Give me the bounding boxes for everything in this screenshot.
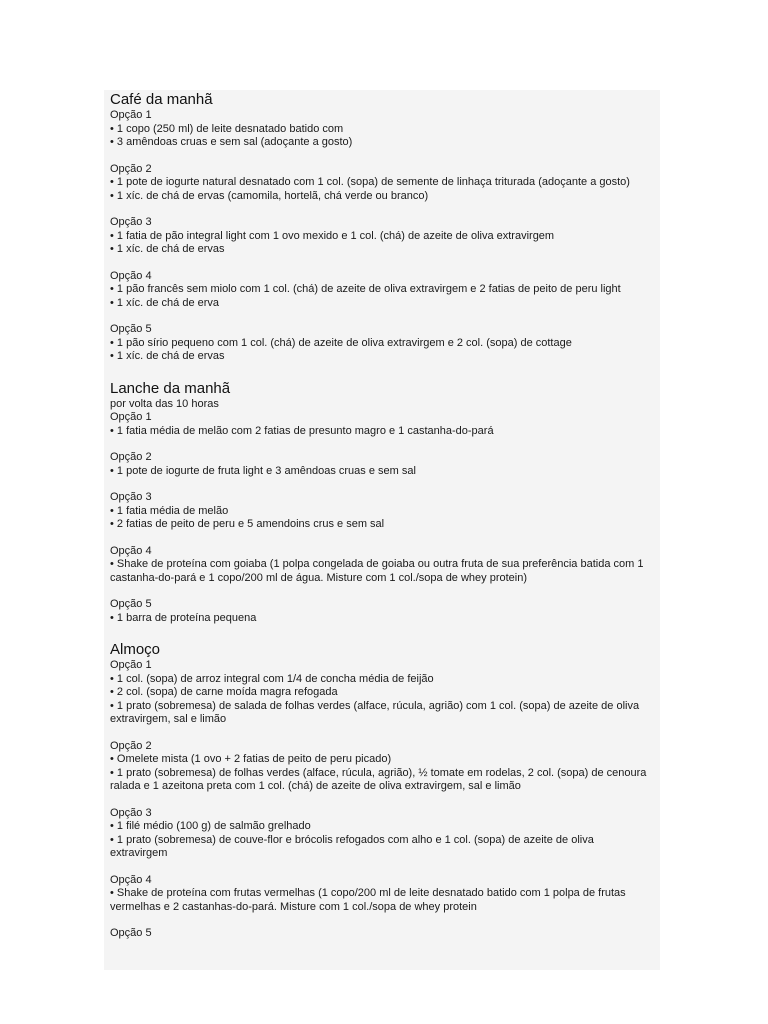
option-item: • Omelete mista (1 ovo + 2 fatias de peito de peru picado) bbox=[110, 753, 392, 765]
option-label: Opção 4 bbox=[110, 269, 152, 282]
option-item: • 2 col. (sopa) de carne moída magra refogada bbox=[110, 686, 338, 698]
option-item: • 1 xíc. de chá de erva bbox=[110, 296, 220, 309]
option-item: • 1 prato (sobremesa) de folhas verdes (alface, rúcula, agrião), ½ tomate em rodelas, 2 col. (sopa) de cenoura ralada e 1 azeitona preta com 1 col. (chá) de azeite de oliva extravirgem, sal e limão bbox=[110, 766, 647, 792]
option-item: • 1 pão francês sem miolo com 1 col. (chá) de azeite de oliva extravirgem e 2 fatias de peito de peru light bbox=[110, 283, 621, 295]
meal-option bbox=[110, 807, 656, 861]
option-label: Opção 2 bbox=[110, 739, 152, 752]
meal-option bbox=[110, 411, 656, 438]
option-label: Opção 2 bbox=[110, 162, 152, 175]
document-content bbox=[104, 90, 660, 941]
option-item: • 2 fatias de peito de peru e 5 amendoins crus e sem sal bbox=[110, 518, 385, 530]
meal-option bbox=[110, 545, 656, 586]
option-item: • 1 fatia média de melão bbox=[110, 504, 229, 517]
meal-option bbox=[110, 740, 656, 794]
meal-section bbox=[110, 379, 656, 626]
meal-option bbox=[110, 163, 656, 204]
option-item: • 1 col. (sopa) de arroz integral com 1/4 de concha média de feijão bbox=[110, 672, 434, 685]
option-item: • 3 amêndoas cruas e sem sal (adoçante a gosto) bbox=[110, 136, 353, 148]
section-title: Almoço bbox=[110, 641, 161, 658]
meal-option bbox=[110, 270, 656, 311]
meal-option bbox=[110, 874, 656, 915]
option-item: • 1 prato (sobremesa) de couve-flor e brócolis refogados com alho e 1 col. (sopa) de azeite de oliva extravirgem bbox=[110, 833, 594, 859]
option-label: Opção 1 bbox=[110, 659, 152, 671]
option-label: Opção 1 bbox=[110, 109, 152, 121]
option-item: • 1 xíc. de chá de ervas bbox=[110, 350, 225, 362]
option-item: • 1 filé médio (100 g) de salmão grelhado bbox=[110, 820, 311, 832]
option-label: Opção 5 bbox=[110, 598, 152, 610]
section-subtitle: por volta das 10 horas bbox=[110, 397, 219, 410]
option-item: • 1 xíc. de chá de ervas (camomila, hortelã, chá verde ou branco) bbox=[110, 189, 429, 202]
option-item: • Shake de proteína com goiaba (1 polpa congelada de goiaba ou outra fruta de sua preferência batida com 1 castanha-do-pará e 1 copo/200 ml de água. Misture com 1 col./sopa de whey protein) bbox=[110, 558, 644, 584]
option-label: Opção 3 bbox=[110, 806, 152, 819]
option-item: • 1 xíc. de chá de ervas bbox=[110, 243, 225, 255]
option-item: • 1 pote de iogurte de fruta light e 3 amêndoas cruas e sem sal bbox=[110, 464, 416, 477]
meal-section bbox=[110, 90, 656, 364]
option-label: Opção 5 bbox=[110, 323, 152, 335]
option-item: • 1 pote de iogurte natural desnatado com 1 col. (sopa) de semente de linhaça triturada (adoçante a gosto) bbox=[110, 176, 630, 188]
option-item: • 1 pão sírio pequeno com 1 col. (chá) de azeite de oliva extravirgem e 2 col. (sopa) de cottage bbox=[110, 336, 572, 349]
document-page bbox=[104, 90, 660, 970]
option-label: Opção 2 bbox=[110, 451, 152, 463]
meal-option bbox=[110, 491, 656, 532]
meal-option bbox=[110, 216, 656, 257]
section-title: Café da manhã bbox=[110, 91, 213, 108]
option-label: Opção 5 bbox=[110, 927, 152, 939]
option-label: Opção 3 bbox=[110, 216, 152, 228]
option-label: Opção 4 bbox=[110, 544, 152, 557]
option-item: • 1 barra de proteína pequena bbox=[110, 611, 257, 624]
section-title: Lanche da manhã bbox=[110, 379, 231, 397]
option-item: • 1 copo (250 ml) de leite desnatado batido com bbox=[110, 122, 344, 135]
option-label: Opção 3 bbox=[110, 491, 152, 503]
option-item: • Shake de proteína com frutas vermelhas (1 copo/200 ml de leite desnatado batido com 1 polpa de frutas vermelhas e 2 castanhas-do-pará. Misture com 1 col./sopa de whey protein bbox=[110, 887, 626, 913]
option-item: • 1 prato (sobremesa) de salada de folhas verdes (alface, rúcula, agrião) com 1 col. (sopa) de azeite de oliva extravirgem, sal e limão bbox=[110, 699, 640, 725]
option-label: Opção 1 bbox=[110, 411, 152, 423]
option-item: • 1 fatia média de melão com 2 fatias de presunto magro e 1 castanha-do-pará bbox=[110, 424, 494, 437]
meal-option bbox=[110, 659, 656, 727]
option-label: Opção 4 bbox=[110, 873, 152, 886]
meal-option bbox=[110, 323, 656, 364]
meal-option bbox=[110, 109, 656, 150]
option-item: • 1 fatia de pão integral light com 1 ovo mexido e 1 col. (chá) de azeite de oliva extravirgem bbox=[110, 229, 555, 242]
meal-section bbox=[110, 640, 656, 941]
meal-option bbox=[110, 598, 656, 625]
meal-option bbox=[110, 451, 656, 478]
meal-option bbox=[110, 927, 656, 941]
